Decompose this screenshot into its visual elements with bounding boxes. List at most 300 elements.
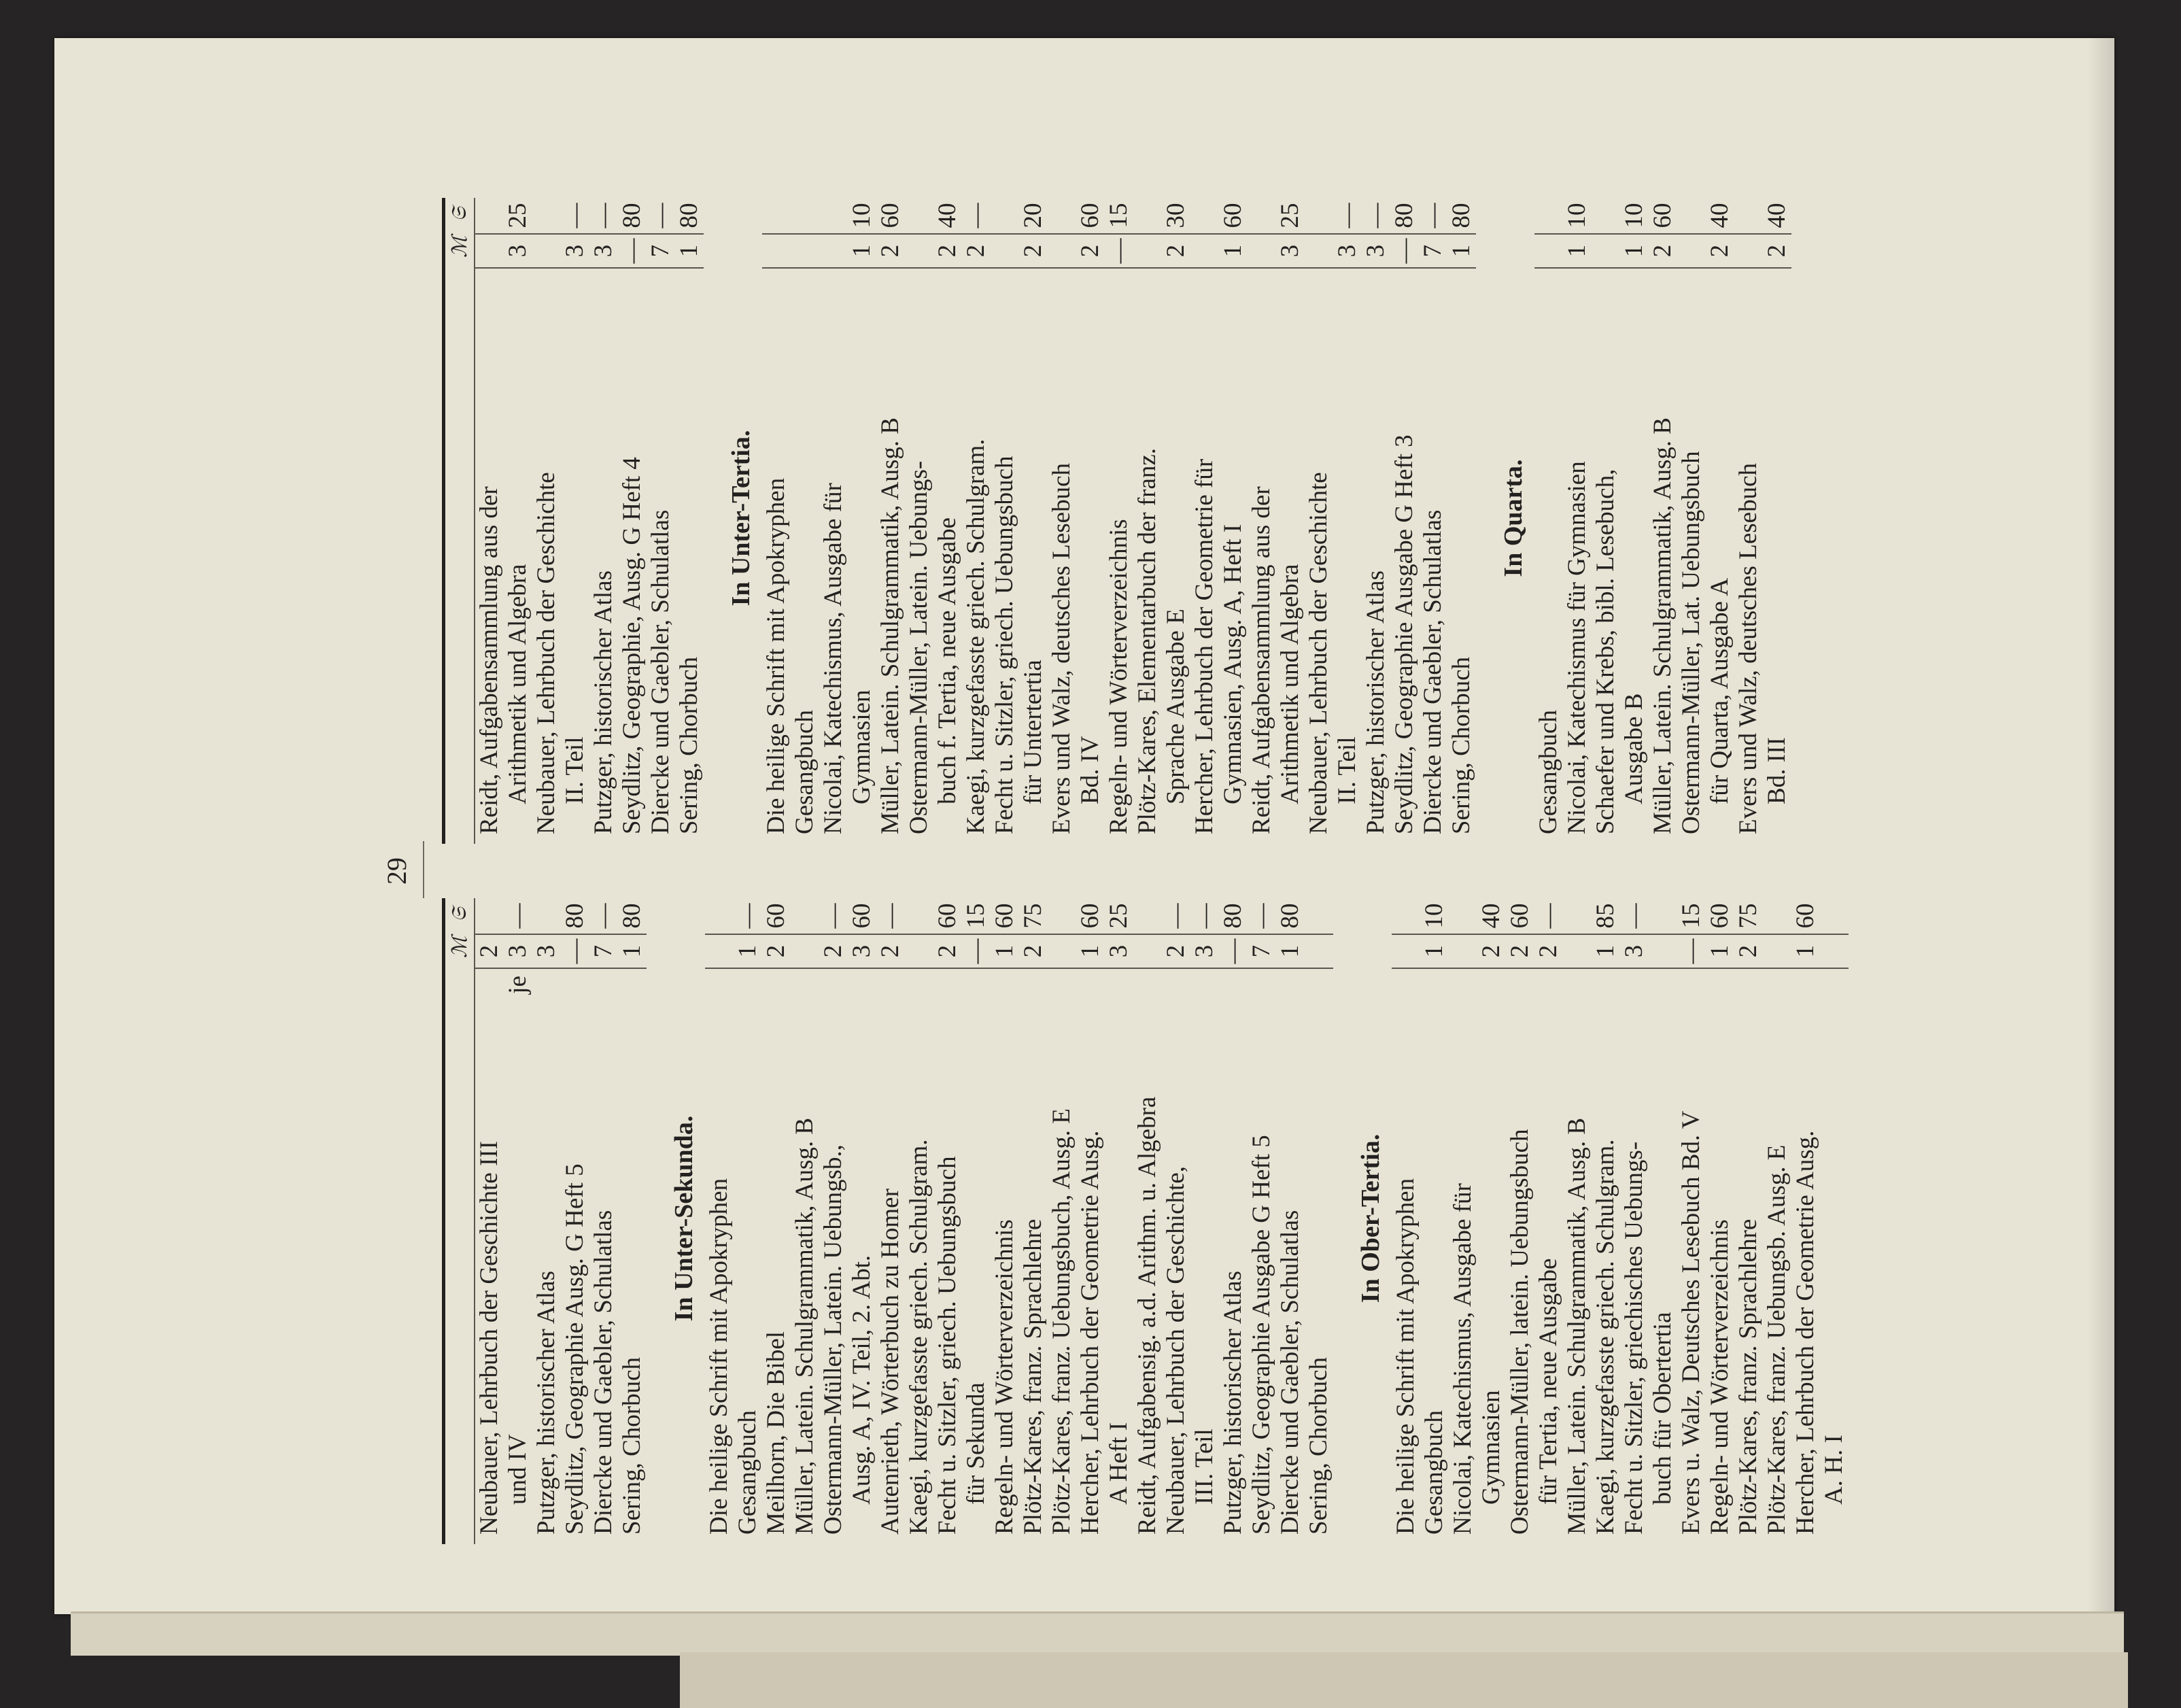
column-header [445, 198, 475, 844]
book-title: Diercke und Gaebler, Schulatlas [589, 1210, 617, 1535]
list-item [1592, 198, 1620, 844]
list-item [1534, 898, 1563, 1544]
price-mark: 2 [1763, 235, 1791, 269]
price-mark [1190, 235, 1219, 269]
price-pfennig [791, 898, 819, 935]
mark-column-header: ℳ [448, 936, 471, 959]
list-item [1076, 898, 1105, 1544]
section-heading [664, 898, 705, 1544]
book-title: Evers u. Walz, Deutsches Lesebuch Bd. V [1677, 1110, 1705, 1535]
book-title: für Tertia, neue Ausgabe [1534, 1258, 1562, 1505]
book-title: Sering, Chorbuch [675, 656, 703, 834]
price-pfennig: — [1419, 198, 1447, 235]
price-mark: 1 [991, 935, 1019, 969]
price-mark [1048, 935, 1076, 969]
list-item [647, 198, 675, 844]
price-pfennig [1048, 198, 1076, 235]
book-title: Neubauer, Lehrbuch der Geschichte III [475, 1141, 503, 1535]
book-title: Seydlitz, Geographie Ausgabe G Heft 5 [1248, 1135, 1275, 1535]
page-number: 29 [381, 857, 412, 885]
list-item [1162, 898, 1190, 1544]
book-title: Ostermann-Müller, Lat. Uebungsbuch [1677, 451, 1705, 834]
price-pfennig: 60 [933, 898, 962, 935]
price-pfennig: — [1362, 198, 1390, 235]
list-item [1305, 898, 1333, 1544]
book-title: A Heft I [1105, 1422, 1133, 1505]
book-title: Nicolai, Katechismus, Ausgabe für [1449, 1183, 1477, 1535]
list-item [933, 898, 962, 1544]
price-pfennig [475, 198, 504, 235]
price-pfennig: — [589, 198, 618, 235]
price-mark [819, 235, 848, 269]
list-item [1190, 198, 1219, 844]
price-mark [1592, 235, 1620, 269]
price-mark: 2 [1019, 235, 1048, 269]
price-pfennig: 15 [1105, 198, 1133, 235]
list-item [1620, 198, 1649, 844]
book-title: Kaegi, kurzgefasste griech. Schulgram. [962, 439, 990, 834]
price-pfennig [1305, 198, 1333, 235]
price-mark [791, 935, 819, 969]
price-mark: 3 [1620, 935, 1649, 969]
right-column [442, 198, 1965, 844]
spacer [647, 898, 664, 1544]
list-item [1219, 898, 1248, 1544]
price-mark: 2 [819, 935, 848, 969]
price-pfennig: 25 [504, 198, 532, 235]
price-mark: 2 [1649, 235, 1677, 269]
price-mark: 1 [675, 235, 704, 269]
book-title: Plötz-Kares, franz. Uebungsb. Ausg. E [1763, 1144, 1791, 1535]
book-title: Putzger, historischer Atlas [589, 570, 617, 834]
list-item [1791, 898, 1820, 1544]
list-item [1506, 898, 1534, 1544]
book-title: für Sekunda [962, 1382, 990, 1505]
book-title: Fecht u. Sitzler, griechisches Uebungs- [1620, 1141, 1648, 1535]
list-item [762, 898, 791, 1544]
section-heading-text: In Quarta. [1499, 459, 1528, 577]
price-pfennig: 85 [1592, 898, 1620, 935]
pfennig-column-header: 𝔖 [448, 207, 470, 222]
book-list-left [475, 898, 1849, 1544]
book-title: Gesangbuch [1534, 710, 1562, 834]
list-item [933, 198, 962, 844]
price-pfennig: 10 [848, 198, 876, 235]
book-title: für Quarta, Ausgabe A [1706, 578, 1734, 804]
book-title: Fecht u. Sitzler, griech. Uebungsbuch [991, 456, 1018, 834]
price-pfennig [1763, 898, 1791, 935]
book-title: Ausg. A, IV. Teil, 2. Abt. [848, 1254, 876, 1505]
book-title: Arithmetik und Algebra [504, 564, 532, 804]
book-title: A. H. I [1820, 1435, 1848, 1505]
price-mark: 1 [1276, 935, 1305, 969]
list-item [1677, 198, 1706, 844]
price-mark [532, 235, 561, 269]
price-pfennig: 25 [1276, 198, 1305, 235]
list-item [1592, 898, 1620, 1544]
book-title: Reidt, Aufgabensammlung aus der [1248, 486, 1275, 834]
list-item [1477, 898, 1506, 1544]
price-pfennig: — [1534, 898, 1563, 935]
list-item [589, 898, 618, 1544]
price-pfennig [532, 898, 561, 935]
list-item [848, 898, 876, 1544]
list-item [1820, 898, 1849, 1544]
price-pfennig [1133, 198, 1162, 235]
book-title: Regeln- und Wörterverzeichnis [991, 1219, 1018, 1535]
price-mark [1734, 235, 1763, 269]
price-mark: 2 [1162, 935, 1190, 969]
page-number-rule [423, 841, 424, 898]
list-item [819, 898, 848, 1544]
price-pfennig: — [504, 898, 532, 935]
book-title: Neubauer, Lehrbuch der Geschichte [1305, 472, 1333, 834]
price-pfennig: 80 [1276, 898, 1305, 935]
list-item [1763, 898, 1791, 1544]
book-title: für Untertertia [1019, 660, 1047, 804]
list-item [1419, 198, 1447, 844]
price-pfennig: 80 [1219, 898, 1248, 935]
price-mark: 2 [1162, 235, 1190, 269]
list-item [1105, 198, 1133, 844]
price-mark: 2 [933, 235, 962, 269]
book-title: Plötz-Kares, franz. Uebungsbuch, Ausg. E [1048, 1108, 1076, 1535]
price-mark: 3 [1190, 935, 1219, 969]
price-pfennig [1734, 198, 1763, 235]
price-pfennig: 10 [1563, 198, 1592, 235]
list-item [1162, 198, 1190, 844]
price-mark: 1 [848, 235, 876, 269]
price-mark: 1 [1563, 235, 1592, 269]
price-pfennig: 80 [618, 198, 647, 235]
price-pfennig: 30 [1162, 198, 1190, 235]
price-mark [1563, 935, 1592, 969]
price-mark: 3 [1276, 235, 1305, 269]
section-heading [1494, 198, 1534, 844]
book-title: Putzger, historischer Atlas [1219, 1271, 1247, 1535]
list-item [618, 198, 647, 844]
price-pfennig [1048, 898, 1076, 935]
book-title: Diercke und Gaebler, Schulatlas [1276, 1210, 1304, 1535]
pfennig-column-header: 𝔖 [448, 907, 470, 922]
price-mark: 3 [1362, 235, 1390, 269]
list-item [475, 198, 504, 844]
section-heading-text: In Unter-Sekunda. [670, 1115, 698, 1322]
price-pfennig: 60 [1076, 198, 1105, 235]
price-mark: 2 [1076, 235, 1105, 269]
price-mark: 1 [618, 935, 647, 969]
list-item [1620, 898, 1649, 1544]
price-mark [791, 235, 819, 269]
book-list-right [475, 198, 1791, 844]
price-mark: 3 [532, 935, 561, 969]
spacer [704, 198, 721, 844]
list-item [1390, 198, 1419, 844]
price-pfennig: — [819, 898, 848, 935]
book-title: buch für Obertertia [1649, 1312, 1677, 1505]
list-item [1019, 198, 1048, 844]
book-title: Gymnasien [848, 689, 876, 804]
price-mark [762, 235, 791, 269]
list-item [1362, 198, 1390, 844]
book-title: Schaefer und Krebs, bibl. Lesebuch, [1592, 468, 1619, 834]
book-title: Ausgabe B [1620, 693, 1648, 804]
price-mark: 3 [504, 235, 532, 269]
book-title: Müller, Latein. Schulgrammatik, Ausg. B [876, 417, 904, 834]
book-title: Putzger, historischer Atlas [532, 1271, 560, 1535]
price-mark: — [1677, 935, 1706, 969]
price-pfennig: 40 [1477, 898, 1506, 935]
price-pfennig: — [589, 898, 618, 935]
list-item [1563, 198, 1592, 844]
book-title: Fecht u. Sitzler, griech. Uebungsbuch [933, 1156, 961, 1535]
book-title: Die heilige Schrift mit Apokryphen [705, 1178, 733, 1535]
price-pfennig [475, 898, 504, 935]
list-item [1447, 198, 1476, 844]
book-title: Gymnasien, Ausg. A, Heft I [1219, 524, 1247, 804]
list-item [1133, 898, 1162, 1544]
list-item [561, 898, 589, 1544]
book-title: Kaegi, kurzgefasste griech. Schulgram. [905, 1139, 933, 1535]
book-title: Hercher, Lehrbuch der Geometrie Ausg. [1791, 1130, 1819, 1535]
price-mark: 2 [1706, 235, 1734, 269]
book-title: Reidt, Aufgabensig. a.d. Arithm. u. Algebra [1133, 1096, 1161, 1535]
price-pfennig [1592, 198, 1620, 235]
list-item [1190, 898, 1219, 1544]
spacer [1333, 898, 1351, 1544]
list-item [1019, 898, 1048, 1544]
price-pfennig [905, 898, 933, 935]
price-pfennig [791, 198, 819, 235]
list-item [762, 198, 791, 844]
book-title: Müller, Latein. Schulgrammatik, Ausg. B [1649, 417, 1677, 834]
book-title: Hercher, Lehrbuch der Geometrie für [1190, 458, 1218, 834]
list-item [791, 198, 819, 844]
book-page [54, 38, 2114, 1614]
list-item [991, 898, 1019, 1544]
book-title: Nicolai, Katechismus, Ausgabe für [819, 483, 847, 834]
price-pfennig: 60 [991, 898, 1019, 935]
list-item [1420, 898, 1449, 1544]
book-title: Gesangbuch [734, 1410, 761, 1535]
price-pfennig: 75 [1734, 898, 1763, 935]
book-title: Sering, Chorbuch [618, 1356, 646, 1535]
price-pfennig: 80 [561, 898, 589, 935]
list-item [962, 898, 991, 1544]
price-pfennig [1392, 898, 1420, 935]
list-item [905, 198, 933, 844]
price-pfennig: — [1248, 898, 1276, 935]
book-title: Hercher, Lehrbuch der Geometrie Ausg. [1076, 1130, 1104, 1535]
list-item [1305, 198, 1333, 844]
book-title: Meilhorn, Die Bibel [762, 1331, 790, 1535]
price-pfennig: 80 [675, 198, 704, 235]
price-pfennig: 40 [1706, 198, 1734, 235]
book-title: Müller, Latein. Schulgrammatik, Ausg. B [791, 1117, 819, 1535]
spacer [1476, 198, 1494, 844]
price-pfennig: — [1190, 898, 1219, 935]
price-mark [705, 935, 734, 969]
list-item [1677, 898, 1706, 1544]
price-mark [1449, 935, 1477, 969]
book-title: Gymnasien [1477, 1390, 1505, 1505]
list-item [532, 898, 561, 1544]
book-title: Sering, Chorbuch [1305, 1356, 1333, 1535]
price-pfennig: — [876, 898, 905, 935]
price-mark: 1 [1706, 935, 1734, 969]
book-title: Ostermann-Müller, latein. Uebungsbuch [1506, 1129, 1534, 1535]
section-heading-text: In Unter-Tertia. [727, 430, 755, 607]
list-item [1563, 898, 1592, 1544]
list-item [561, 198, 589, 844]
book-title: Ostermann-Müller, Latein. Uebungs- [905, 460, 933, 834]
price-pfennig [705, 898, 734, 935]
price-pfennig: — [561, 198, 589, 235]
price-mark [1305, 935, 1333, 969]
price-mark: — [962, 935, 991, 969]
book-title: Putzger, historischer Atlas [1362, 570, 1390, 834]
book-title: Regeln- und Wörterverzeichnis [1706, 1219, 1734, 1535]
book-title: und IV [504, 1434, 532, 1505]
book-title: Regeln- und Wörterverzeichnis [1105, 519, 1133, 834]
price-pfennig: 15 [1677, 898, 1706, 935]
list-item [589, 198, 618, 844]
price-mark [1133, 935, 1162, 969]
book-title: Diercke und Gaebler, Schulatlas [1419, 509, 1447, 834]
book-title: Die heilige Schrift mit Apokryphen [762, 477, 790, 834]
price-mark [1534, 235, 1563, 269]
price-mark [905, 935, 933, 969]
list-item [1248, 198, 1276, 844]
list-item [791, 898, 819, 1544]
price-pfennig: 60 [1219, 198, 1248, 235]
price-pfennig: 60 [1706, 898, 1734, 935]
list-item [876, 898, 905, 1544]
book-title: Die heilige Schrift mit Apokryphen [1392, 1178, 1420, 1535]
list-item [1276, 198, 1305, 844]
section-heading [721, 198, 762, 844]
price-mark: 3 [589, 235, 618, 269]
price-pfennig: 60 [876, 198, 905, 235]
price-mark [475, 235, 504, 269]
price-mark: 2 [1734, 935, 1763, 969]
price-pfennig: 60 [1791, 898, 1820, 935]
price-pfennig [1190, 198, 1219, 235]
list-item [991, 198, 1019, 844]
price-pfennig: — [647, 198, 675, 235]
price-note: je [504, 976, 532, 994]
list-item [1449, 898, 1477, 1544]
price-mark: 2 [933, 935, 962, 969]
price-mark: 7 [589, 935, 618, 969]
book-title: Evers und Walz, deutsches Lesebuch [1048, 462, 1076, 834]
price-pfennig: 75 [1019, 898, 1048, 935]
book-title: Bd. IV [1076, 736, 1104, 804]
list-item [962, 198, 991, 844]
price-mark: 2 [962, 235, 991, 269]
price-mark [1133, 235, 1162, 269]
price-pfennig: 25 [1105, 898, 1133, 935]
list-item [618, 898, 647, 1544]
section-heading-text: In Ober-Tertia. [1356, 1133, 1385, 1303]
price-mark: 2 [1534, 935, 1563, 969]
list-item [504, 198, 532, 844]
list-item [1105, 898, 1133, 1544]
price-mark [1305, 235, 1333, 269]
price-mark [1677, 235, 1706, 269]
price-pfennig [1248, 198, 1276, 235]
section-heading [1351, 898, 1392, 1544]
price-pfennig: 60 [1506, 898, 1534, 935]
list-item [1076, 198, 1105, 844]
book-title: Sering, Chorbuch [1447, 656, 1475, 834]
price-pfennig: — [1162, 898, 1190, 935]
price-mark [1248, 235, 1276, 269]
list-item [675, 198, 704, 844]
price-mark: 3 [848, 935, 876, 969]
price-pfennig [1649, 898, 1677, 935]
price-mark: 3 [1333, 235, 1362, 269]
price-mark: 1 [1592, 935, 1620, 969]
price-mark [1048, 235, 1076, 269]
list-item [1333, 198, 1362, 844]
list-item [819, 198, 848, 844]
price-mark: 2 [1477, 935, 1506, 969]
list-item [1534, 198, 1563, 844]
list-item [1734, 898, 1763, 1544]
price-mark: 2 [876, 235, 905, 269]
price-pfennig: 80 [618, 898, 647, 935]
price-mark: 7 [1419, 235, 1447, 269]
list-item [1763, 198, 1791, 844]
book-title: Plötz-Kares, Elementarbuch der franz. [1133, 447, 1161, 834]
book-title: Diercke und Gaebler, Schulatlas [647, 509, 674, 834]
list-item [876, 198, 905, 844]
list-item [1649, 898, 1677, 1544]
price-mark: 7 [1248, 935, 1276, 969]
list-item [1219, 198, 1248, 844]
price-mark: 1 [1219, 235, 1248, 269]
price-pfennig: — [1620, 898, 1649, 935]
price-pfennig: 80 [1447, 198, 1476, 235]
price-mark: 3 [561, 235, 589, 269]
list-item [1706, 898, 1734, 1544]
book-title: Sprache Ausgabe E [1162, 609, 1190, 804]
price-pfennig: 15 [962, 898, 991, 935]
price-pfennig [1534, 198, 1563, 235]
price-mark [905, 235, 933, 269]
book-title: Bd. III [1763, 737, 1791, 804]
price-pfennig [1305, 898, 1333, 935]
price-pfennig: 80 [1390, 198, 1419, 235]
book-title: Gesangbuch [791, 710, 819, 834]
price-pfennig: 20 [1019, 198, 1048, 235]
price-pfennig [1449, 898, 1477, 935]
book-title: Autenrieth, Wörterbuch zu Homer [876, 1189, 904, 1535]
column-header [445, 898, 475, 1544]
book-title: Plötz-Kares, franz. Sprachlehre [1734, 1218, 1762, 1535]
price-pfennig [991, 198, 1019, 235]
price-pfennig: 60 [848, 898, 876, 935]
price-mark: 2 [1019, 935, 1048, 969]
page-edge [71, 1611, 2124, 1656]
page-stack-edge [680, 1652, 2128, 1708]
price-pfennig [1820, 898, 1849, 935]
price-pfennig [762, 198, 791, 235]
book-title: Reidt, Aufgabensammlung aus der [475, 486, 503, 834]
price-pfennig: 10 [1420, 898, 1449, 935]
price-mark [1392, 935, 1420, 969]
